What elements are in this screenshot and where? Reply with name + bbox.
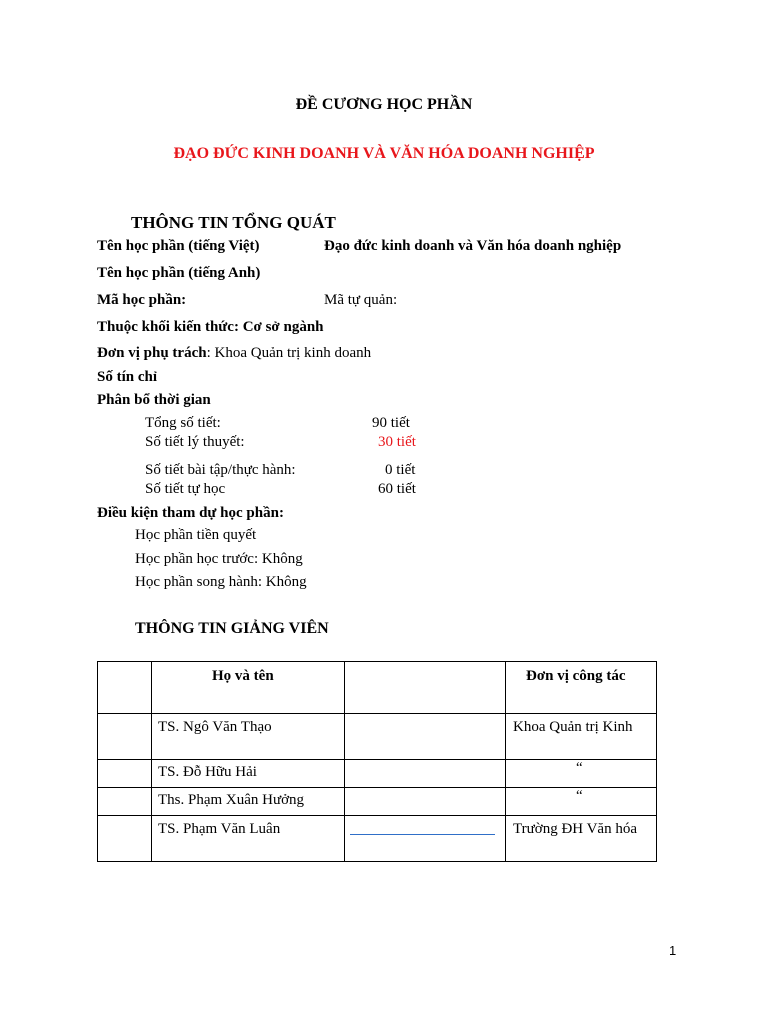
table-cell xyxy=(98,760,152,788)
table-cell xyxy=(345,816,506,862)
time-row-label: Số tiết bài tập/thực hành: xyxy=(145,462,296,478)
course-name-vi-value: Đạo đức kinh doanh và Văn hóa doanh nghiệp xyxy=(324,238,622,254)
condition-item: Học phần tiền quyết xyxy=(135,527,257,543)
table-cell xyxy=(345,662,506,714)
table-cell xyxy=(152,788,345,816)
time-row-label: Tổng số tiết: xyxy=(145,415,221,431)
course-name-vi-label: Tên học phần (tiếng Việt) xyxy=(97,238,260,254)
page-number: 1 xyxy=(669,943,677,958)
credits-label: Số tín chỉ xyxy=(97,369,158,385)
condition-item: Học phần song hành: Không xyxy=(135,574,307,590)
lecturer-info-heading: THÔNG TIN GIẢNG VIÊN xyxy=(135,620,329,637)
lecturer-name: TS. Phạm Văn Luân xyxy=(158,821,281,837)
time-row-value: 0 tiết xyxy=(385,462,416,478)
column-header-unit: Đơn vị công tác xyxy=(526,668,626,684)
document-title: ĐỀ CƯƠNG HỌC PHẦN xyxy=(295,96,473,113)
table-cell xyxy=(345,788,506,816)
knowledge-block: Thuộc khối kiến thức: Cơ sở ngành xyxy=(97,319,324,335)
table-row xyxy=(98,760,657,788)
time-row-label: Số tiết lý thuyết: xyxy=(145,434,245,450)
table-cell xyxy=(152,714,345,760)
hyperlink-underline[interactable] xyxy=(350,834,495,835)
time-row-value: 30 tiết xyxy=(378,434,416,450)
responsible-unit-label: Đơn vị phụ trách xyxy=(97,345,207,361)
table-cell xyxy=(152,760,345,788)
table-cell xyxy=(506,788,657,816)
table-cell xyxy=(152,816,345,862)
lecturer-name: TS. Ngô Văn Thạo xyxy=(158,719,272,735)
column-header-name: Họ và tên xyxy=(212,668,274,684)
condition-item: Học phần học trước: Không xyxy=(135,551,303,567)
time-row-value: 60 tiết xyxy=(378,481,416,497)
table-header-row xyxy=(98,662,657,714)
document-subtitle: ĐẠO ĐỨC KINH DOANH VÀ VĂN HÓA DOANH NGHIỆP xyxy=(173,145,595,162)
table-row xyxy=(98,816,657,862)
responsible-unit xyxy=(97,345,371,362)
table-cell xyxy=(506,714,657,760)
general-info-heading: THÔNG TIN TỔNG QUÁT xyxy=(131,213,336,232)
lecturer-unit: Trường ĐH Văn hóa xyxy=(513,821,637,837)
table-cell xyxy=(506,662,657,714)
self-code-label: Mã tự quản: xyxy=(324,292,398,308)
table-cell xyxy=(506,816,657,862)
table-row xyxy=(98,788,657,816)
responsible-unit-value: : Khoa Quản trị kinh doanh xyxy=(206,345,372,361)
table-cell xyxy=(98,788,152,816)
table-cell xyxy=(152,662,345,714)
time-allocation-label: Phân bổ thời gian xyxy=(97,392,211,408)
table-cell xyxy=(98,816,152,862)
lecturer-name: TS. Đỗ Hữu Hải xyxy=(158,764,257,780)
table-cell xyxy=(98,662,152,714)
table-row xyxy=(98,714,657,760)
lecturer-unit: Khoa Quản trị Kinh xyxy=(513,719,633,735)
lecturer-unit: “ xyxy=(576,760,583,776)
table-cell xyxy=(345,714,506,760)
time-row-label: Số tiết tự học xyxy=(145,481,226,497)
table-cell xyxy=(345,760,506,788)
table-cell xyxy=(98,714,152,760)
lecturer-table xyxy=(97,661,657,862)
time-row-value: 90 tiết xyxy=(372,415,410,431)
lecturer-name: Ths. Phạm Xuân Hưởng xyxy=(158,792,305,808)
table-cell xyxy=(506,760,657,788)
lecturer-unit: “ xyxy=(576,788,583,804)
conditions-label: Điều kiện tham dự học phần: xyxy=(97,505,284,521)
course-code-label: Mã học phần: xyxy=(97,292,187,308)
course-name-en-label: Tên học phần (tiếng Anh) xyxy=(97,265,261,281)
